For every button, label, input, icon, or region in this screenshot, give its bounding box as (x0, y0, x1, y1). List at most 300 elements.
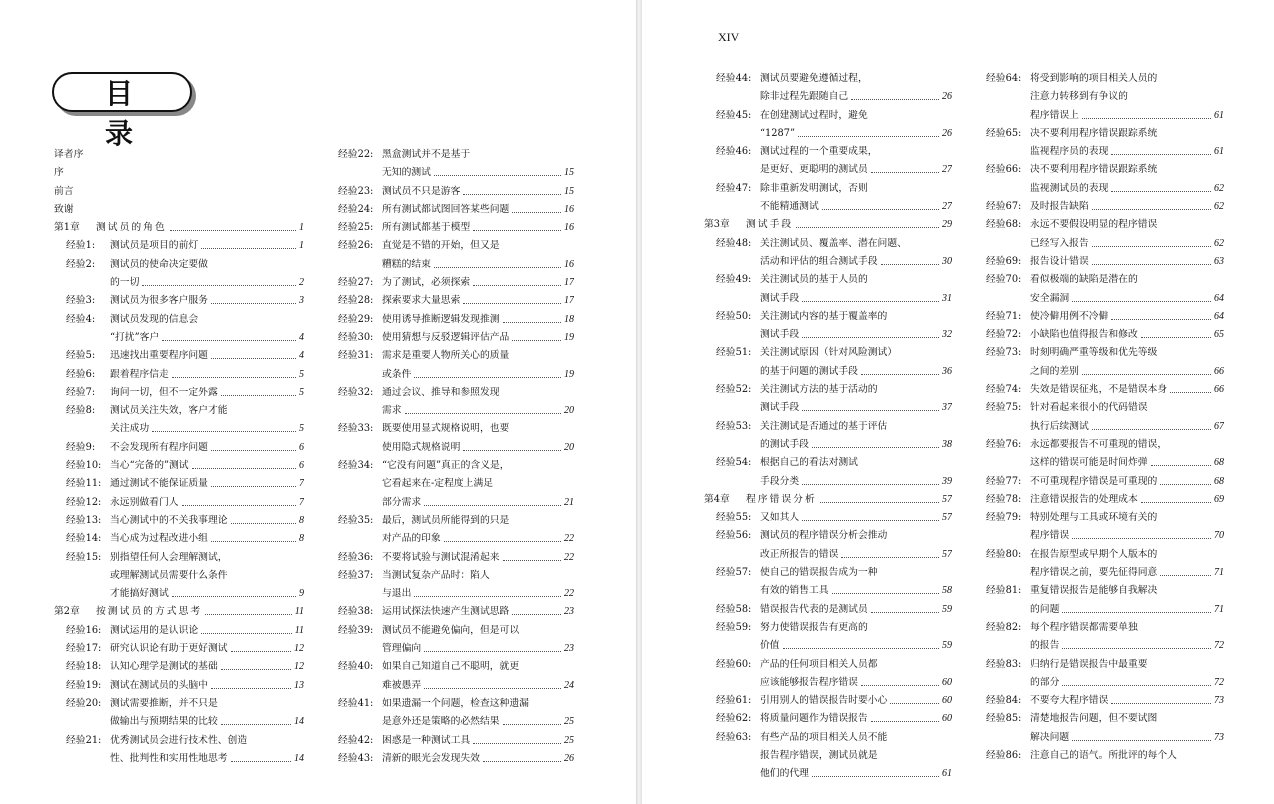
toc-page-number: 59 (942, 640, 952, 652)
dot-leader (201, 237, 296, 249)
toc-page-number: 8 (299, 514, 304, 526)
toc-entry-row (986, 143, 1224, 161)
toc-entry-title: 迅速找出重要程序问题 (110, 350, 208, 362)
toc-entry-title: 手段分类 (760, 475, 800, 487)
toc-entry-row (986, 729, 1224, 747)
toc-entry-title: 程序错误 (1030, 530, 1070, 542)
toc-entry-label: 经验22: (338, 149, 374, 160)
toc-entry-row (704, 619, 952, 637)
toc-page-number: 58 (942, 585, 952, 597)
toc-entry-label: 经验53: (716, 420, 752, 432)
dot-leader (783, 637, 939, 649)
toc-entry-title: 测试过程的一个重要成果， (760, 146, 878, 158)
toc-entry-row (986, 308, 1224, 326)
toc-page-number: 16 (564, 258, 574, 270)
toc-page-number: 3 (299, 295, 304, 307)
toc-entry-title: 将受到影响的项目相关人员的 (1030, 73, 1158, 84)
toc-page-number: 8 (299, 533, 304, 545)
toc-entry-title: 小缺陷也值得报告和修改 (1030, 329, 1138, 341)
toc-entry-title: 清楚地报告问题，但不要试图 (1030, 713, 1158, 725)
toc-entry-label: 经验79: (986, 512, 1022, 524)
toc-entry-title: 关注测试员、覆盖率、潜在问题、 (760, 237, 907, 249)
toc-entry-label: 经验51: (716, 347, 752, 359)
dot-leader (231, 640, 291, 652)
dot-leader (1092, 418, 1211, 430)
toc-entry-title: 不可重现程序错误是可重现的 (1030, 475, 1158, 487)
toc-entry-row (986, 326, 1224, 344)
toc-entry-label: 经验45: (716, 109, 752, 121)
toc-entry-title: 序 (54, 167, 64, 179)
toc-entry-row (54, 292, 304, 310)
toc-entry-label: 经验57: (716, 567, 752, 579)
toc-entry-row (54, 366, 304, 384)
toc-entry-row (704, 198, 952, 216)
dot-leader (211, 292, 296, 304)
toc-entry-title: 除非重新发明测试，否则 (760, 182, 868, 194)
toc-entry-row (704, 125, 952, 143)
toc-entry-title: 困惑是一种测试工具 (382, 734, 471, 746)
toc-entry-row (54, 549, 304, 567)
toc-page-number: 29 (942, 219, 952, 231)
dot-leader (890, 692, 939, 704)
toc-page-number: 15 (564, 167, 574, 179)
toc-entry-row (54, 183, 304, 201)
toc-page-number: 30 (942, 255, 952, 267)
toc-entry-title: 不要夸大程序错误 (1030, 695, 1109, 707)
toc-entry-row (704, 527, 952, 545)
toc-entry-title: 关注测试是否通过的基于评估 (760, 420, 888, 432)
toc-page-number: 31 (942, 292, 952, 304)
toc-entry-title: 重复错误报告是能够自我解决 (1030, 585, 1158, 597)
toc-entry-title: “它没有问题”真正的含义是， (382, 460, 510, 472)
dot-leader (424, 494, 561, 506)
toc-entry-title: 使用猜想与反驳逻辑评估产品 (382, 331, 510, 343)
toc-entry-row (704, 344, 952, 362)
dot-leader (1160, 473, 1211, 485)
dot-leader (1072, 729, 1211, 741)
toc-entry-row (986, 235, 1224, 253)
dot-leader (1062, 637, 1211, 649)
toc-entry-title: 关注测试方法的基于活动的 (760, 384, 878, 396)
toc-page-number: 62 (1214, 182, 1224, 194)
toc-page-number: 65 (1214, 329, 1224, 341)
toc-page-number: 38 (942, 438, 952, 450)
toc-page-number: 62 (1214, 201, 1224, 213)
toc-entry-title: 管理偏向 (382, 643, 422, 655)
toc-entry-row (54, 732, 304, 750)
toc-entry-row (986, 271, 1224, 289)
toc-entry-title: 解决问题 (1030, 731, 1070, 743)
toc-entry-row (986, 436, 1224, 454)
toc-page-number: 4 (299, 350, 304, 362)
toc-entry-row (704, 161, 952, 179)
toc-entry-title: 活动和评估的组合测试手段 (760, 255, 878, 267)
toc-page-number: 1 (299, 240, 304, 252)
dot-leader (841, 546, 939, 558)
toc-entry-label: 第4章 (704, 493, 730, 505)
toc-entry-row (338, 347, 574, 365)
toc-entry-label: 经验50: (716, 310, 752, 322)
toc-entry-label: 经验64: (986, 73, 1022, 84)
dot-leader (1062, 601, 1211, 613)
toc-entry-title: 之间的差别 (1030, 365, 1079, 377)
dot-leader (1111, 180, 1211, 192)
dot-leader (1072, 527, 1211, 539)
toc-entry-row (54, 585, 304, 603)
toc-entry-title: 当测试复杂产品时：陷人 (382, 569, 490, 581)
toc-entry-row (338, 549, 574, 567)
dot-leader (861, 363, 939, 375)
toc-entry-row (54, 640, 304, 658)
dot-leader (152, 420, 296, 432)
toc-page-number: 57 (942, 493, 952, 505)
toc-page-number: 15 (564, 185, 574, 197)
toc-entry-title: 价值 (760, 640, 780, 652)
toc-entry-title: 测试员是项目的前灯 (110, 240, 199, 252)
toc-entry-row (986, 344, 1224, 362)
toc-entry-label: 经验6: (66, 368, 96, 380)
toc-entry-row (986, 674, 1224, 692)
toc-entry-row (338, 585, 574, 603)
toc-entry-label: 经验85: (986, 713, 1022, 725)
toc-page-number: 6 (299, 441, 304, 453)
toc-entry-label: 经验52: (716, 384, 752, 396)
toc-entry-row (986, 656, 1224, 674)
toc-entry-label: 经验58: (716, 603, 752, 615)
toc-entry-title: 已经写入报告 (1030, 237, 1089, 249)
dot-leader (405, 402, 561, 414)
toc-entry-row (704, 308, 952, 326)
dot-leader (832, 582, 939, 594)
toc-page-number: 21 (564, 496, 574, 508)
toc-entry-title: 研究认识论有助于更好测试 (110, 643, 228, 655)
toc-entry-row (338, 494, 574, 512)
toc-entry-title: 在创建测试过程时，避免 (760, 109, 868, 121)
toc-entry-row (986, 747, 1224, 765)
toc-entry-title: 永远别做看门人 (110, 496, 179, 508)
toc-page-number: 25 (564, 734, 574, 746)
toc-page-number: 62 (1214, 237, 1224, 249)
toc-page-number: 13 (294, 679, 304, 691)
toc-entry-row (986, 418, 1224, 436)
toc-page-number: 6 (299, 460, 304, 472)
dot-leader (796, 216, 939, 228)
dot-leader (820, 491, 939, 503)
toc-entry-row (338, 603, 574, 621)
toc-entry-title: 当心成为过程改进小组 (110, 533, 208, 545)
toc-entry-title: 有些产品的项目相关人员不能 (760, 731, 888, 743)
dot-leader (1082, 107, 1211, 119)
dot-leader (512, 329, 561, 341)
toc-entry-title: 及时报告缺陷 (1030, 201, 1089, 213)
toc-entry-row (986, 161, 1224, 179)
toc-entry-title: 测试员的程序错误分析会推动 (760, 530, 888, 542)
toc-entry-title: 测试员的角色 (96, 222, 167, 234)
toc-entry-title: 运用试探法快速产生测试思路 (382, 606, 510, 618)
toc-entry-row (986, 180, 1224, 198)
toc-page-number: 26 (564, 752, 574, 764)
dot-leader (1151, 454, 1211, 466)
toc-entry-title: 它看起来在-定程度上满足 (382, 478, 494, 490)
toc-page-number: 64 (1214, 292, 1224, 304)
toc-entry-label: 经验19: (66, 679, 102, 691)
toc-entry-title: 注意力转移到有争议的 (1030, 91, 1128, 103)
toc-page-number: 68 (1214, 475, 1224, 487)
toc-page-number: 20 (564, 441, 574, 453)
toc-entry-row (54, 164, 304, 182)
toc-entry-row (338, 219, 574, 237)
dot-leader (812, 436, 939, 448)
toc-entry-row (704, 710, 952, 728)
toc-entry-title: 需求 (382, 405, 402, 417)
toc-page-number: 26 (942, 91, 952, 103)
toc-entry-label: 经验20: (66, 697, 102, 709)
toc-entry-row (704, 399, 952, 417)
toc-entry-label: 经验70: (986, 274, 1022, 286)
toc-entry-label: 经验86: (986, 749, 1022, 761)
toc-entry-row (54, 750, 304, 768)
toc-entry-row (704, 363, 952, 381)
toc-entry-label: 经验42: (338, 734, 374, 746)
toc-entry-row (704, 88, 952, 106)
toc-entry-row (704, 70, 952, 88)
toc-entry-row (986, 601, 1224, 619)
toc-entry-label: 经验13: (66, 514, 102, 526)
toc-entry-label: 经验40: (338, 661, 374, 673)
dot-leader (221, 384, 296, 396)
toc-entry-title: 按测试员的方式思考 (96, 606, 203, 618)
toc-entry-title: 测试运用的是认识论 (110, 624, 199, 636)
toc-entry-label: 经验15: (66, 551, 102, 563)
toc-entry-title: 致谢 (54, 203, 74, 215)
toc-entry-row (986, 363, 1224, 381)
toc-entry-row (338, 329, 574, 347)
toc-page-number: 70 (1214, 530, 1224, 542)
toc-entry-row (54, 695, 304, 713)
dot-leader (503, 549, 561, 561)
dot-leader (503, 713, 561, 725)
toc-entry-title: 部分需求 (382, 496, 422, 508)
dot-leader (1141, 491, 1211, 503)
toc-entry-label: 经验80: (986, 548, 1022, 560)
toc-entry-label: 经验77: (986, 475, 1022, 487)
toc-page-number: 11 (294, 606, 304, 618)
toc-entry-label: 经验7: (66, 386, 96, 398)
dot-leader (1092, 235, 1211, 247)
toc-entry-label: 经验65: (986, 127, 1022, 139)
toc-page-number: 36 (942, 365, 952, 377)
toc-entry-label: 经验17: (66, 643, 102, 655)
toc-entry-title: 测试员要避免遵循过程， (760, 73, 868, 84)
toc-page-number: 69 (1214, 493, 1224, 505)
toc-page-number: 63 (1214, 255, 1224, 267)
toc-chapter-row (704, 216, 952, 234)
toc-entry-label: 经验12: (66, 496, 102, 508)
toc-page-number: 5 (299, 386, 304, 398)
dot-leader (444, 530, 561, 542)
toc-page-number: 61 (942, 768, 952, 780)
toc-page-number: 26 (942, 127, 952, 139)
toc-entry-row (338, 713, 574, 731)
dot-leader (170, 219, 296, 231)
toc-page-number: 24 (564, 679, 574, 691)
toc-entry-row (704, 674, 952, 692)
toc-entry-row (54, 237, 304, 255)
toc-entry-label: 经验43: (338, 752, 374, 764)
toc-entry-title: 与退出 (382, 588, 412, 600)
toc-entry-title: 做输出与预期结果的比较 (110, 716, 218, 728)
toc-entry-title: 清新的眼光会发现失效 (382, 752, 480, 764)
toc-entry-row (986, 710, 1224, 728)
toc-entry-row (704, 143, 952, 161)
toc-entry-title: 有效的销售工具 (760, 585, 829, 597)
toc-entry-label: 经验59: (716, 621, 752, 633)
toc-entry-title: 为了测试，必须探索 (382, 277, 471, 289)
toc-entry-row (704, 180, 952, 198)
toc-entry-label: 经验41: (338, 697, 374, 709)
left-page (0, 0, 636, 804)
toc-page-number: 57 (942, 548, 952, 560)
toc-entry-row (338, 237, 574, 255)
toc-entry-row (54, 512, 304, 530)
toc-entry-row (704, 253, 952, 271)
dot-leader (172, 366, 296, 378)
toc-entry-row (704, 381, 952, 399)
toc-entry-row (54, 201, 304, 219)
toc-entry-row (704, 546, 952, 564)
toc-page-number: 16 (564, 203, 574, 215)
toc-entry-row (338, 274, 574, 292)
toc-entry-title: “打扰”客户 (110, 331, 160, 343)
toc-entry-label: 经验69: (986, 255, 1022, 267)
toc-entry-row (704, 473, 952, 491)
toc-column-3 (704, 70, 952, 784)
toc-entry-row (338, 640, 574, 658)
toc-page-number: 23 (564, 643, 574, 655)
toc-entry-label: 经验10: (66, 460, 102, 472)
toc-entry-title: 安全漏洞 (1030, 292, 1070, 304)
toc-entry-label: 经验61: (716, 695, 752, 707)
toc-entry-row (986, 582, 1224, 600)
dot-leader (192, 457, 296, 469)
toc-entry-title: 注意自己的语气。所批评的每个人 (1030, 749, 1177, 761)
toc-entry-title: 探索要求大量思索 (382, 295, 461, 307)
toc-entry-row (54, 439, 304, 457)
toc-entry-title: 关注成功 (110, 423, 150, 435)
dot-leader (1111, 143, 1211, 155)
toc-page-number: 67 (1214, 420, 1224, 432)
toc-entry-title: 又如其人 (760, 512, 800, 524)
toc-entry-label: 经验18: (66, 661, 102, 673)
toc-entry-row (986, 88, 1224, 106)
toc-entry-label: 经验47: (716, 182, 752, 194)
toc-entry-row (54, 256, 304, 274)
toc-entry-title: 改正所报告的错误 (760, 548, 839, 560)
toc-entry-title: 测试手段 (760, 329, 800, 341)
dot-leader (871, 601, 939, 613)
toc-page-number: 18 (564, 313, 574, 325)
dot-leader (1092, 253, 1211, 265)
dot-leader (182, 494, 296, 506)
toc-entry-label: 经验21: (66, 734, 102, 746)
toc-entry-label: 经验73: (986, 347, 1022, 359)
toc-page-number: 14 (294, 752, 304, 764)
toc-entry-title: 监视程序员的表现 (1030, 146, 1109, 158)
toc-entry-row (54, 347, 304, 365)
toc-page-number: 5 (299, 423, 304, 435)
page-number: XIV (718, 30, 740, 44)
toc-entry-row (986, 399, 1224, 417)
toc-entry-title: 的基于问题的测试手段 (760, 365, 858, 377)
toc-entry-title: 所有测试都试图回答某些问题 (382, 203, 510, 215)
toc-page-number: 57 (942, 512, 952, 524)
toc-entry-label: 经验32: (338, 386, 374, 398)
toc-entry-title: 使自己的错误报告成为一种 (760, 567, 878, 579)
toc-entry-label: 经验72: (986, 329, 1022, 341)
toc-entry-label: 经验16: (66, 624, 102, 636)
toc-entry-title: 使用隐式规格说明 (382, 441, 461, 453)
toc-entry-title: 不能精通测试 (760, 201, 819, 213)
toc-entry-title: 才能搞好测试 (110, 588, 169, 600)
toc-entry-title: 测试手段 (746, 219, 794, 231)
dot-leader (802, 509, 939, 521)
toc-page-number: 12 (294, 643, 304, 655)
toc-page-number: 14 (294, 716, 304, 728)
toc-entry-title: 优秀测试员会进行技术性、创造 (110, 734, 248, 746)
toc-entry-title: 使用诱导推断逻辑发现推测 (382, 313, 500, 325)
toc-entry-title: 程序错误分析 (746, 493, 817, 505)
toc-entry-row (704, 436, 952, 454)
toc-entry-row (338, 677, 574, 695)
toc-entry-row (338, 201, 574, 219)
toc-entry-title: 询问一切，但不一定外露 (110, 386, 218, 398)
toc-column-2 (338, 146, 574, 768)
dot-leader (871, 161, 939, 173)
dot-leader (473, 219, 561, 231)
toc-entry-title: 对产品的印象 (382, 533, 441, 545)
toc-page-number: 32 (942, 329, 952, 341)
toc-entry-row (704, 107, 952, 125)
toc-entry-row (986, 509, 1224, 527)
toc-entry-title: 如果自己知道自己不聪明，就更 (382, 661, 520, 673)
toc-page-number: 17 (564, 277, 574, 289)
toc-entry-title: 永远不要假设明显的程序错误 (1030, 219, 1158, 231)
toc-entry-row (338, 658, 574, 676)
toc-entry-title: 程序错误之前，要先征得同意 (1030, 567, 1158, 579)
toc-entry-row (986, 454, 1224, 472)
dot-leader (414, 366, 561, 378)
dot-leader (473, 732, 561, 744)
toc-entry-label: 经验38: (338, 606, 374, 618)
toc-entry-title: 前言 (54, 185, 74, 197)
toc-entry-title: 需求是重要人物所关心的质量 (382, 350, 510, 362)
dot-leader (822, 198, 939, 210)
toc-entry-row (704, 235, 952, 253)
toc-page-number: 7 (299, 496, 304, 508)
toc-entry-title: 根据自己的看法对测试 (760, 457, 858, 469)
toc-entry-title: 的问题 (1030, 603, 1060, 615)
toc-entry-row (338, 402, 574, 420)
toc-page-number: 5 (299, 368, 304, 380)
toc-entry-row (338, 439, 574, 457)
toc-entry-title: 错误报告代表的是测试员 (760, 603, 868, 615)
toc-entry-row (986, 564, 1224, 582)
toc-entry-label: 经验46: (716, 146, 752, 158)
toc-entry-label: 经验54: (716, 457, 752, 469)
toc-entry-row (338, 695, 574, 713)
toc-page-number: 19 (564, 331, 574, 343)
toc-entry-row (338, 420, 574, 438)
